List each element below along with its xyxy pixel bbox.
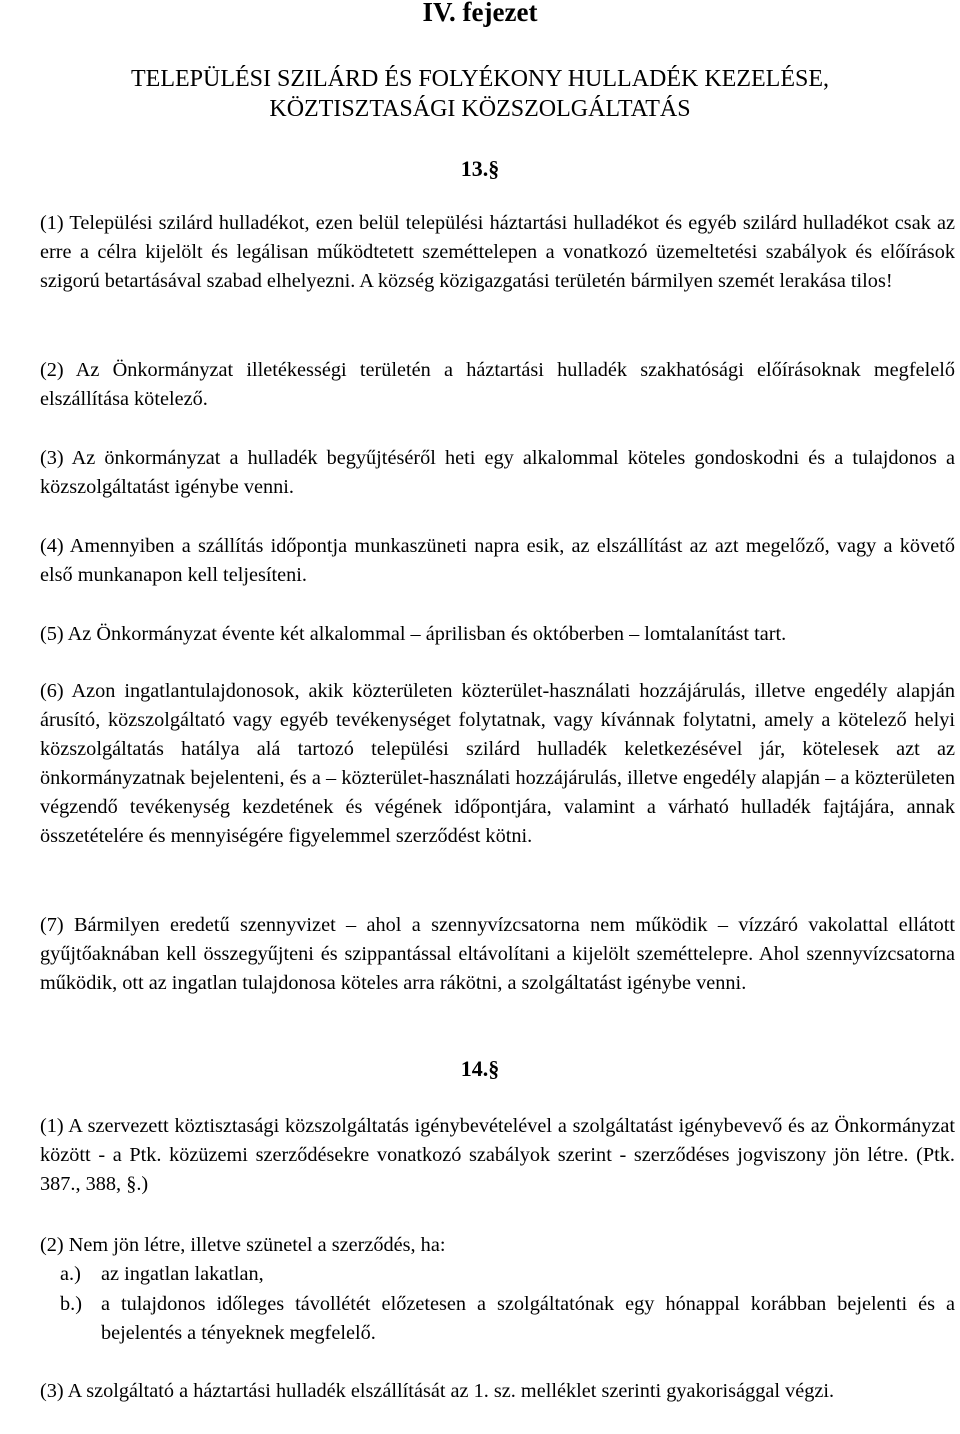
chapter-title (0, 64, 960, 124)
list-item-text: a tulajdonos időleges távollétét előzetesen a szolgáltatónak egy hónappal korábban bejelenti és a bejelentés a tényeknek megfelelő. (101, 1293, 955, 1344)
chapter-title-line-1: TELEPÜLÉSI SZILÁRD ÉS FOLYÉKONY HULLADÉK KEZELÉSE, (131, 66, 829, 92)
list-item-label: a.) (60, 1263, 81, 1285)
chapter-heading: IV. fejezet (422, 0, 538, 27)
sec13-paragraph-5: (5) Az Önkormányzat évente két alkalommal – áprilisban és októberben – lomtalanítást tart. (40, 623, 787, 645)
sec14-list-item (40, 1260, 955, 1289)
sec13-paragraph-4: (4) Amennyiben a szállítás időpontja munkaszüneti napra esik, az elszállítást az azt megelőző, vagy a követő első munkanapon kell teljesíteni. (40, 535, 955, 586)
list-item-label: b.) (60, 1293, 82, 1315)
sec13-paragraph-2: (2) Az Önkormányzat illetékességi területén a háztartási hulladék szakhatósági előírásoknak megfelelő elszállítása kötelező. (40, 359, 955, 410)
sec14-paragraph-3: (3) A szolgáltató a háztartási hulladék elszállítását az 1. sz. melléklet szerinti gyakorisággal végzi. (40, 1380, 835, 1402)
sec14-list-item (40, 1290, 955, 1348)
section-14-heading: 14.§ (460, 1056, 500, 1081)
list-item-text: az ingatlan lakatlan, (101, 1263, 264, 1285)
section-13-heading: 13.§ (460, 156, 500, 181)
sec14-paragraph-1: (1) A szervezett köztisztasági közszolgáltatás igénybevételével a szolgáltatást igénybevevő és az Önkormányzat között - a Ptk. közüzemi szerződésekre vonatkozó szabályok szerint - szerződéses jogviszony jön létre. (Ptk. 387., 388, §.) (40, 1115, 955, 1195)
sec13-paragraph-3: (3) Az önkormányzat a hulladék begyűjtéséről heti egy alkalommal köteles gondoskodni és a tulajdonos a közszolgáltatást igénybe venni. (40, 447, 955, 498)
sec13-paragraph-7: (7) Bármilyen eredetű szennyvizet – ahol a szennyvízcsatorna nem működik – vízzáró vakolattal ellátott gyűjtőaknában kell összegyűjteni és szippantással eltávolítani a kijelölt szeméttelepre. Ahol szennyvízcsatorna működik, ott az ingatlan tulajdonosa köteles arra rákötni, a szolgáltatást igénybe venni. (40, 914, 955, 994)
sec13-paragraph-6: (6) Azon ingatlantulajdonosok, akik közterületen közterület-használati hozzájárulás, illetve engedély alapján árusító, közszolgáltató vagy egyéb tevékenységet folytatnak, vagy kívánnak folytatni, amely a kötelező helyi közszolgáltatás hatálya alá tartozó települési szilárd hulladék keletkezésével jár, kötelesek azt az önkormányzatnak bejelenteni, és a – közterület-használati hozzájárulás, illetve engedély alapján – a közterületen végzendő tevékenység kezdetének és végének időpontjára, valamint a várható hulladék fajtájára, annak összetételére és mennyiségére figyelemmel szerződést kötni. (40, 680, 955, 847)
sec13-paragraph-1: (1) Települési szilárd hulladékot, ezen belül települési háztartási hulladékot és egyéb szilárd hulladékot csak az erre a célra kijelölt és legálisan működtetett szeméttelepen a vonatkozó üzemeltetési szabályok és előírások szigorú betartásával szabad elhelyezni. A község közigazgatási területén bármilyen szemét lerakása tilos! (40, 212, 955, 292)
chapter-title-line-2: KÖZTISZTASÁGI KÖZSZOLGÁLTATÁS (269, 96, 691, 122)
sec14-paragraph-2: (2) Nem jön létre, illetve szünetel a szerződés, ha: (40, 1234, 446, 1256)
